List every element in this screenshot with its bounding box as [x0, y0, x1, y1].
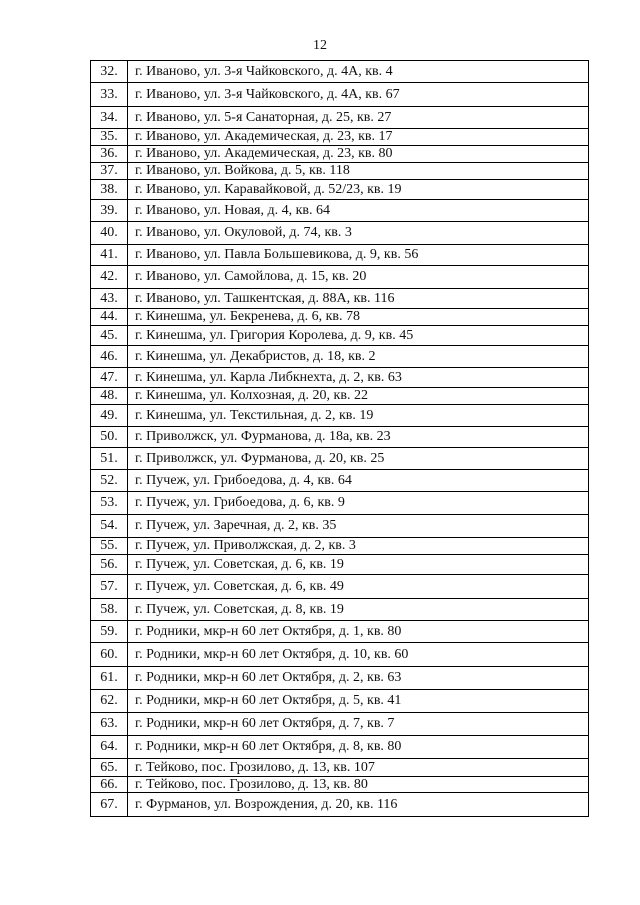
row-address: г. Родники, мкр-н 60 лет Октября, д. 10, кв. 60 — [128, 643, 589, 667]
row-address: г. Иваново, ул. Окуловой, д. 74, кв. 3 — [128, 222, 589, 245]
table-row — [91, 163, 589, 180]
row-address: г. Тейково, пос. Грозилово, д. 13, кв. 107 — [128, 759, 589, 777]
row-address: г. Кинешма, ул. Григория Королева, д. 9, кв. 45 — [128, 326, 589, 346]
row-number: 50. — [91, 427, 128, 448]
table-row — [91, 222, 589, 245]
row-number: 57. — [91, 575, 128, 599]
row-address: г. Родники, мкр-н 60 лет Октября, д. 7, кв. 7 — [128, 713, 589, 736]
row-address: г. Пучеж, ул. Советская, д. 6, кв. 49 — [128, 575, 589, 599]
row-number: 56. — [91, 555, 128, 575]
table-row — [91, 515, 589, 538]
table-row — [91, 266, 589, 289]
row-address: г. Пучеж, ул. Приволжская, д. 2, кв. 3 — [128, 538, 589, 555]
table-row — [91, 83, 589, 107]
table-row — [91, 667, 589, 690]
row-number: 36. — [91, 146, 128, 163]
page-number: 12 — [313, 38, 327, 53]
table-row — [91, 405, 589, 427]
table-row — [91, 129, 589, 146]
row-number: 44. — [91, 309, 128, 326]
row-number: 41. — [91, 245, 128, 266]
row-address: г. Иваново, ул. Войкова, д. 5, кв. 118 — [128, 163, 589, 180]
table-row — [91, 107, 589, 129]
row-address: г. Пучеж, ул. Советская, д. 6, кв. 19 — [128, 555, 589, 575]
row-number: 66. — [91, 777, 128, 793]
row-number: 32. — [91, 61, 128, 83]
row-number: 65. — [91, 759, 128, 777]
row-number: 35. — [91, 129, 128, 146]
table-row — [91, 736, 589, 759]
row-number: 46. — [91, 346, 128, 368]
row-address: г. Иваново, ул. Самойлова, д. 15, кв. 20 — [128, 266, 589, 289]
row-address: г. Иваново, ул. Академическая, д. 23, кв. 17 — [128, 129, 589, 146]
row-address: г. Кинешма, ул. Декабристов, д. 18, кв. 2 — [128, 346, 589, 368]
table-row — [91, 492, 589, 515]
row-address: г. Иваново, ул. Академическая, д. 23, кв. 80 — [128, 146, 589, 163]
row-number: 60. — [91, 643, 128, 667]
table-row — [91, 713, 589, 736]
row-number: 58. — [91, 599, 128, 621]
table-row — [91, 470, 589, 492]
row-number: 48. — [91, 388, 128, 405]
row-address: г. Иваново, ул. Павла Большевикова, д. 9, кв. 56 — [128, 245, 589, 266]
table-row — [91, 61, 589, 83]
table-row — [91, 575, 589, 599]
row-number: 38. — [91, 180, 128, 200]
table-row — [91, 180, 589, 200]
row-address: г. Пучеж, ул. Грибоедова, д. 4, кв. 64 — [128, 470, 589, 492]
row-number: 42. — [91, 266, 128, 289]
table-row — [91, 777, 589, 793]
row-number: 39. — [91, 200, 128, 222]
address-table-body — [91, 61, 589, 817]
row-number: 34. — [91, 107, 128, 129]
row-address: г. Пучеж, ул. Заречная, д. 2, кв. 35 — [128, 515, 589, 538]
table-row — [91, 759, 589, 777]
row-number: 62. — [91, 690, 128, 713]
row-number: 51. — [91, 448, 128, 470]
row-address: г. Иваново, ул. Каравайковой, д. 52/23, кв. 19 — [128, 180, 589, 200]
row-address: г. Родники, мкр-н 60 лет Октября, д. 5, кв. 41 — [128, 690, 589, 713]
row-number: 54. — [91, 515, 128, 538]
table-row — [91, 427, 589, 448]
table-row — [91, 643, 589, 667]
row-number: 37. — [91, 163, 128, 180]
row-address: г. Тейково, пос. Грозилово, д. 13, кв. 80 — [128, 777, 589, 793]
row-number: 40. — [91, 222, 128, 245]
row-address: г. Кинешма, ул. Бекренева, д. 6, кв. 78 — [128, 309, 589, 326]
row-number: 52. — [91, 470, 128, 492]
table-row — [91, 555, 589, 575]
row-address: г. Приволжск, ул. Фурманова, д. 20, кв. 25 — [128, 448, 589, 470]
table-row — [91, 793, 589, 817]
row-number: 59. — [91, 621, 128, 643]
table-row — [91, 448, 589, 470]
table-row — [91, 309, 589, 326]
table-row — [91, 245, 589, 266]
row-address: г. Родники, мкр-н 60 лет Октября, д. 2, кв. 63 — [128, 667, 589, 690]
row-number: 55. — [91, 538, 128, 555]
row-address: г. Кинешма, ул. Текстильная, д. 2, кв. 19 — [128, 405, 589, 427]
table-row — [91, 368, 589, 388]
row-number: 61. — [91, 667, 128, 690]
row-number: 63. — [91, 713, 128, 736]
row-number: 67. — [91, 793, 128, 817]
row-number: 45. — [91, 326, 128, 346]
row-address: г. Кинешма, ул. Колхозная, д. 20, кв. 22 — [128, 388, 589, 405]
row-address: г. Родники, мкр-н 60 лет Октября, д. 8, кв. 80 — [128, 736, 589, 759]
row-address: г. Иваново, ул. Ташкентская, д. 88А, кв. 116 — [128, 289, 589, 309]
table-row — [91, 538, 589, 555]
row-address: г. Иваново, ул. 3-я Чайковского, д. 4А, кв. 4 — [128, 61, 589, 83]
table-row — [91, 621, 589, 643]
table-row — [91, 146, 589, 163]
table-row — [91, 388, 589, 405]
row-number: 64. — [91, 736, 128, 759]
row-address: г. Иваново, ул. Новая, д. 4, кв. 64 — [128, 200, 589, 222]
row-number: 47. — [91, 368, 128, 388]
table-row — [91, 346, 589, 368]
row-address: г. Пучеж, ул. Советская, д. 8, кв. 19 — [128, 599, 589, 621]
row-address: г. Иваново, ул. 3-я Чайковского, д. 4А, кв. 67 — [128, 83, 589, 107]
address-table — [90, 60, 589, 817]
table-row — [91, 690, 589, 713]
row-address: г. Родники, мкр-н 60 лет Октября, д. 1, кв. 80 — [128, 621, 589, 643]
table-row — [91, 599, 589, 621]
table-row — [91, 326, 589, 346]
row-address: г. Иваново, ул. 5-я Санаторная, д. 25, кв. 27 — [128, 107, 589, 129]
row-address: г. Кинешма, ул. Карла Либкнехта, д. 2, кв. 63 — [128, 368, 589, 388]
row-number: 33. — [91, 83, 128, 107]
row-address: г. Фурманов, ул. Возрождения, д. 20, кв. 116 — [128, 793, 589, 817]
row-number: 53. — [91, 492, 128, 515]
row-address: г. Приволжск, ул. Фурманова, д. 18а, кв. 23 — [128, 427, 589, 448]
row-address: г. Пучеж, ул. Грибоедова, д. 6, кв. 9 — [128, 492, 589, 515]
table-row — [91, 200, 589, 222]
row-number: 49. — [91, 405, 128, 427]
row-number: 43. — [91, 289, 128, 309]
table-row — [91, 289, 589, 309]
